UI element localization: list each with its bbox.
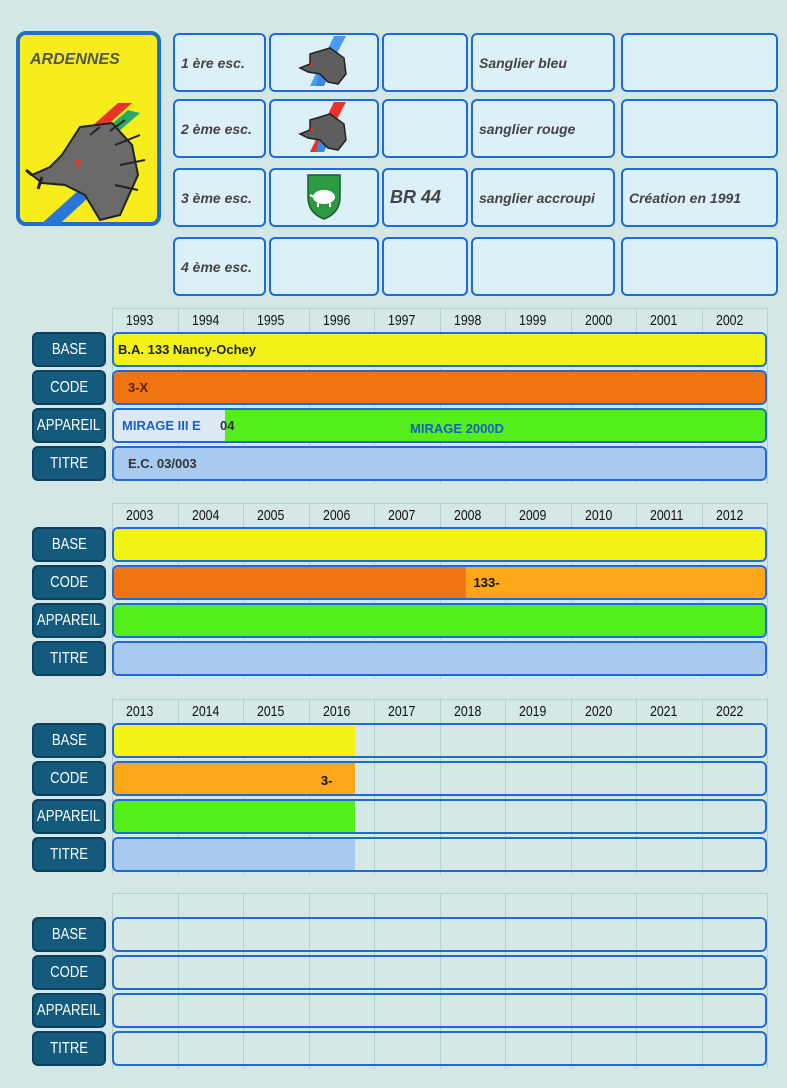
boar-head-blue-stripe-icon [294, 34, 354, 91]
title-period-fill [114, 448, 765, 479]
row-label-appareil [32, 408, 106, 443]
year-label: 2013 [126, 703, 154, 720]
year-label: 2022 [715, 703, 743, 720]
timeline-bar-code [112, 761, 767, 796]
grid-line [112, 503, 767, 504]
unit-name: ARDENNES [30, 51, 120, 68]
squadron-name: 4 ème esc. [173, 237, 266, 296]
timeline-bar-code [112, 955, 767, 990]
timeline-bar-appareil [112, 799, 767, 834]
timeline-bar-base [112, 527, 767, 562]
boar-head-icon [20, 65, 157, 225]
aircraft-suffix: 04 [220, 418, 235, 433]
squadron-name: 2 ème esc. [173, 99, 266, 158]
year-label: 1999 [519, 312, 547, 329]
year-label: 20011 [650, 507, 684, 524]
year-label: 2004 [191, 507, 219, 524]
row-label-titre [32, 1031, 106, 1066]
base-period-fill [114, 529, 765, 560]
row-label-text: CODE [50, 769, 88, 787]
unit-title: E.C. 03/003 [128, 456, 197, 471]
squadron-emblem-name [471, 237, 615, 296]
timeline-bar-titre [112, 837, 767, 872]
timeline-bar-code [112, 370, 767, 405]
squadron-name: 3 ème esc. [173, 168, 266, 227]
year-label: 2008 [453, 507, 481, 524]
year-label: 1998 [453, 312, 481, 329]
grid-line [767, 308, 768, 484]
row-label-text: TITRE [50, 649, 88, 667]
timeline-bar-base [112, 917, 767, 952]
squadron-note [621, 99, 778, 158]
year-label: 2021 [650, 703, 678, 720]
row-label-text: CODE [50, 378, 88, 396]
year-label: 1994 [191, 312, 219, 329]
row-label-text: BASE [51, 925, 87, 943]
title-period-fill [114, 839, 355, 870]
row-label-text: APPAREIL [37, 611, 101, 629]
row-label-code [32, 565, 106, 600]
base-name: B.A. 133 Nancy-Ochey [118, 342, 257, 357]
year-label: 2000 [584, 312, 612, 329]
squadron-emblem-name: Sanglier bleu [471, 33, 615, 92]
grid-line [112, 893, 767, 894]
year-label: 2003 [126, 507, 154, 524]
code-value: 3-X [128, 380, 149, 395]
timeline-bar-appareil [112, 603, 767, 638]
year-label: 2016 [322, 703, 350, 720]
squadron-badge [269, 33, 379, 92]
grid-line [767, 699, 768, 875]
year-label: 2018 [453, 703, 481, 720]
code-value: 3- [320, 773, 333, 788]
timeline-bar-code [112, 565, 767, 600]
grid-line [112, 699, 767, 700]
timeline-bar-base [112, 332, 767, 367]
squadron-note [621, 33, 778, 92]
row-label-code [32, 955, 106, 990]
row-label-base [32, 917, 106, 952]
year-label: 2012 [715, 507, 743, 524]
timeline-bar-titre [112, 641, 767, 676]
green-shield-boar-icon [304, 171, 344, 224]
squadron-badge [269, 168, 379, 227]
squadron-badge [269, 99, 379, 158]
row-label-appareil [32, 799, 106, 834]
year-label: 1996 [322, 312, 350, 329]
squadron-note: Création en 1991 [621, 168, 778, 227]
row-label-text: BASE [51, 340, 87, 358]
year-label: 2020 [584, 703, 612, 720]
code-period-fill [466, 567, 765, 598]
year-label: 1993 [126, 312, 154, 329]
row-label-titre [32, 837, 106, 872]
year-label: 1995 [257, 312, 285, 329]
squadron-note [621, 237, 778, 296]
aircraft-period-fill [114, 801, 355, 832]
row-label-text: APPAREIL [37, 1001, 101, 1019]
row-label-code [32, 761, 106, 796]
boar-head-red-stripe-icon [294, 100, 354, 157]
grid-line [112, 308, 767, 309]
code-value: 133- [473, 575, 500, 590]
code-period-fill [114, 567, 466, 598]
row-label-text: CODE [50, 573, 88, 591]
title-period-fill [114, 643, 765, 674]
year-label: 2001 [650, 312, 678, 329]
row-label-text: TITRE [50, 454, 88, 472]
aircraft-name: MIRAGE 2000D [410, 421, 504, 436]
year-label: 2014 [191, 703, 219, 720]
squadron-emblem-name: sanglier rouge [471, 99, 615, 158]
row-label-text: BASE [51, 535, 87, 553]
year-label: 2006 [322, 507, 350, 524]
row-label-appareil [32, 993, 106, 1028]
squadron-code [382, 237, 468, 296]
row-label-code [32, 370, 106, 405]
timeline-bar-base [112, 723, 767, 758]
row-label-titre [32, 641, 106, 676]
timeline-bar-appareil [112, 408, 767, 443]
grid-line [767, 893, 768, 1069]
year-label: 2010 [584, 507, 612, 524]
row-label-text: TITRE [50, 1039, 88, 1057]
row-label-base [32, 332, 106, 367]
aircraft-period-fill [114, 605, 765, 636]
squadron-emblem-name: sanglier accroupi [471, 168, 615, 227]
squadron-code [382, 33, 468, 92]
year-label: 2015 [257, 703, 285, 720]
row-label-base [32, 723, 106, 758]
base-period-fill [114, 725, 355, 756]
squadron-name: 1 ère esc. [173, 33, 266, 92]
timeline-bar-titre [112, 446, 767, 481]
row-label-text: CODE [50, 963, 88, 981]
row-label-text: APPAREIL [37, 416, 101, 434]
timeline-bar-titre [112, 1031, 767, 1066]
grid-line [767, 503, 768, 679]
timeline-bar-appareil [112, 993, 767, 1028]
unit-insignia [16, 31, 161, 226]
aircraft-name: MIRAGE III E [122, 418, 201, 433]
row-label-text: TITRE [50, 845, 88, 863]
year-label: 2007 [388, 507, 416, 524]
year-label: 2009 [519, 507, 547, 524]
row-label-text: BASE [51, 731, 87, 749]
year-label: 2005 [257, 507, 285, 524]
squadron-code: BR 44 [382, 168, 468, 227]
year-label: 2002 [715, 312, 743, 329]
row-label-titre [32, 446, 106, 481]
row-label-appareil [32, 603, 106, 638]
row-label-text: APPAREIL [37, 807, 101, 825]
year-label: 1997 [388, 312, 416, 329]
year-label: 2019 [519, 703, 547, 720]
squadron-badge [269, 237, 379, 296]
year-label: 2017 [388, 703, 416, 720]
code-period-fill [114, 372, 765, 403]
code-period-fill [114, 763, 355, 794]
row-label-base [32, 527, 106, 562]
squadron-code [382, 99, 468, 158]
